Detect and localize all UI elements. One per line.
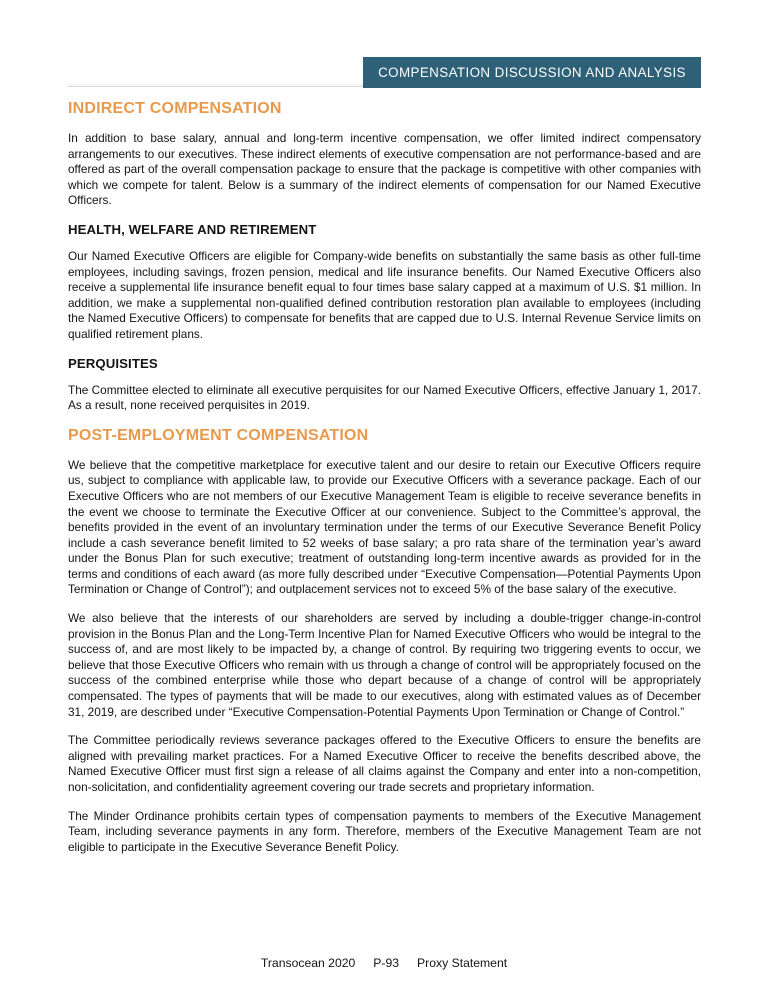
section-banner-label: COMPENSATION DISCUSSION AND ANALYSIS — [378, 65, 686, 80]
page-footer — [0, 956, 768, 970]
heading-post-employment-compensation: POST-EMPLOYMENT COMPENSATION — [68, 426, 369, 444]
paragraph-minder-ordinance: The Minder Ordinance prohibits certain types of compensation payments to members of the Executive Management Team, including severance payments in any form. Therefore, members of the Executive Management Team are not eligible to participate in the Executive Severance Benefit Policy. — [68, 808, 701, 854]
paragraph-double-trigger: We also believe that the interests of our shareholders are served by including a double-trigger change-in-control provision in the Bonus Plan and the Long-Term Incentive Plan for Named Executive Officers who would be integral to the success of, and are most likely to be impacted by, a change of control. By requiring two triggering events to occur, we believe that those Executive Officers who remain with us through a change of control will be appropriately focused on the success of the combined enterprise while those who depart because of a change of control will be appropriately compensated. The types of payments that will be made to our executives, along with estimated values as of December 31, 2019, are described under “Executive Compensation-Potential Payments Upon Termination or Change of Control.” — [68, 611, 701, 719]
footer-doc-type: Proxy Statement — [417, 956, 508, 970]
document-body — [68, 100, 701, 868]
heading-perquisites: PERQUISITES — [68, 355, 158, 371]
heading-health-welfare-retirement: HEALTH, WELFARE AND RETIREMENT — [68, 221, 317, 237]
paragraph-health-welfare-retirement: Our Named Executive Officers are eligible for Company-wide benefits on substantially the same basis as other full-time employees, including savings, frozen pension, medical and life insurance benefits. Our Named Executive Officers also receive a supplemental life insurance benefit equal to four times base salary capped at a maximum of U.S. $1 million. In addition, we make a supplemental non-qualified defined contribution restoration plan available to employees (including the Named Executive Officers) to compensate for benefits that are capped due to U.S. Internal Revenue Service limits on qualified retirement plans. — [68, 248, 701, 341]
heading-indirect-compensation: INDIRECT COMPENSATION — [68, 100, 282, 117]
footer-brand: Transocean 2020 — [260, 956, 356, 970]
paragraph-perquisites: The Committee elected to eliminate all executive perquisites for our Named Executive Officers, effective January 1, 2017. As a result, none received perquisites in 2019. — [68, 382, 701, 413]
section-banner — [363, 57, 701, 88]
paragraph-committee-review: The Committee periodically reviews severance packages offered to the Executive Officers to ensure the benefits are aligned with prevailing market practices. For a Named Executive Officer to receive the benefits described above, the Named Executive Officer must first sign a release of all claims against the Company and enter into a non-competition, non-solicitation, and confidentiality agreement covering our trade secrets and proprietary information. — [68, 733, 701, 794]
footer-page-number: P-93 — [373, 956, 400, 970]
paragraph-indirect-compensation: In addition to base salary, annual and long-term incentive compensation, we offer limited indirect compensatory arrangements to our executives. These indirect elements of executive compensation are not performance-based and are offered as part of the overall compensation package to ensure that the package is competitive with other companies with which we compete for talent. Below is a summary of the indirect elements of compensation for our Named Executive Officers. — [68, 131, 701, 208]
paragraph-severance-package: We believe that the competitive marketplace for executive talent and our desire to retain our Executive Officers require us, subject to compliance with applicable law, to provide our Executive Officers with a severance package. Each of our Executive Officers who are not members of our Executive Management Team is eligible to receive severance benefits in the event we choose to terminate the Executive Officer at our convenience. Subject to the Committee’s approval, the benefits provided in the event of an involuntary termination under the terms of our Executive Severance Benefit Policy include a cash severance benefit limited to 52 weeks of base salary; a pro rata share of the termination year’s award under the Bonus Plan for such executive; treatment of outstanding long-term incentive awards as provided for in the terms and conditions of each award (as more fully described under “Executive Compensation—Potential Payments Upon Termination or Change of Control”); and outplacement services not to exceed 5% of the base salary of the executive. — [68, 457, 701, 597]
